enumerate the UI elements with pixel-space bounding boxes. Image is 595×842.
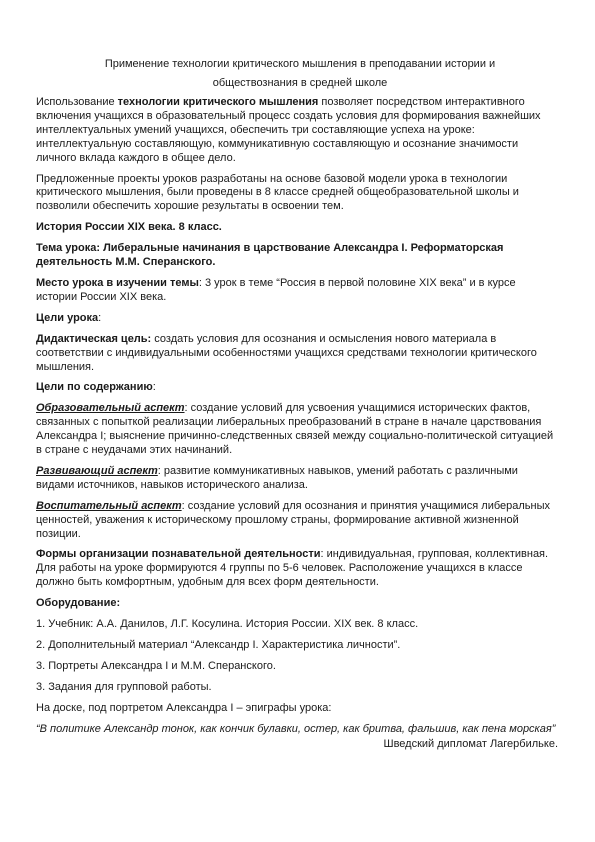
equipment-heading (36, 597, 558, 611)
projects-paragraph: Предложенные проекты уроков разработаны на основе базовой модели урока в технологии критического мышления, были проведены в 8 классе средней общеобразовательной школы и позволили обеспечить хорошие результаты в освоении тем. (36, 172, 519, 213)
activity-forms-label: Формы организации познавательной деятельности (36, 548, 321, 561)
activity-forms-text: : индивидуальная, групповая, коллективная. Для работы на уроке формируются 4 группы по 5-6 человек. Расположение учащихся в классе должно быть комфортным, удобным для всех форм деятельности. (36, 548, 549, 589)
document-title (70, 55, 530, 93)
intro-paragraph (36, 96, 558, 166)
intro-text: позволяет посредством интерактивного включения учащихся в образовательный процесс создать условия для формирования важнейших интеллектуальных умений учащихся, обеспечить три составляющие успеха на уроке: интеллектуальную составляющую, коммуникативную составляющую и осознание значимости личного вклада каждого в общее дело. (36, 96, 541, 164)
educational-text: : создание условий для усвоения учащимися исторических фактов, связанных с попыткой реализации либеральных преобразований в стране в начале царствования Александра I; выяснение причинно-следственных связей между социально-политической ситуацией в стране с неудачами этих начинаний. (36, 402, 554, 457)
epigraph-quote: “В политике Александр тонок, как кончик булавки, остер, как бритва, фальшив, как пена морская” (36, 722, 556, 735)
goals-suffix: : (98, 311, 102, 324)
course-heading-text: История России XIX века. 8 класс. (36, 221, 222, 234)
upbringing-text: : создание условий для осознания и принятия учащимися либеральных ценностей, уважения к историческому прошлому страны, формирование активной жизненной позиции. (36, 499, 550, 540)
developing-label: Развивающий аспект (36, 464, 158, 477)
course-heading (36, 221, 558, 235)
intro-bold-term: технологии критического мышления (117, 96, 319, 108)
goals-heading (36, 312, 558, 326)
educational-aspect (36, 402, 558, 458)
intro-prefix: Использование (36, 96, 118, 108)
equipment-item: 1. Учебник: А.А. Данилов, Л.Г. Косулина. История России. XIX век. 8 класс. (36, 618, 419, 631)
lesson-place-text: : 3 урок в теме “Россия в первой половине XIX века” и в курсе истории России XIX века. (36, 276, 516, 303)
content-goals-heading (36, 381, 558, 395)
upbringing-aspect (36, 500, 558, 542)
didactic-goal (36, 333, 558, 375)
activity-forms (36, 548, 558, 590)
content-goals-label: Цели по содержанию (36, 381, 153, 394)
document-body (36, 96, 558, 758)
equipment-item: 3. Задания для групповой работы. (36, 680, 212, 693)
lesson-topic-text: Тема урока: Либеральные начинания в царствование Александра I. Реформаторская деятельность М.М. Сперанского. (36, 242, 504, 269)
title-line-2: обществознания в средней школе (212, 77, 388, 89)
educational-label: Образовательный аспект (36, 402, 185, 415)
didactic-text: создать условия для осознания и осмысления нового материала в соответствии с индивидуальными особенностями учащихся средствами технологии критического мышления. (36, 332, 537, 373)
lesson-place-label: Место урока в изучении темы (36, 276, 199, 289)
quote-signature: Шведский дипломат Лагербильке. (383, 737, 558, 750)
lesson-place (36, 277, 558, 305)
didactic-label: Дидактическая цель: (36, 332, 152, 345)
upbringing-label: Воспитательный аспект (36, 499, 182, 512)
equipment-label: Оборудование: (36, 597, 121, 610)
content-goals-suffix: : (152, 381, 156, 394)
developing-text: : развитие коммуникативных навыков, умений работать с различными видами источников, навыков исторического анализа. (36, 464, 518, 491)
goals-label: Цели урока (36, 311, 99, 324)
epigraph-intro: На доске, под портретом Александра I – эпиграфы урока: (36, 701, 332, 714)
title-line-1: Применение технологии критического мышления в преподавании истории и (104, 58, 496, 70)
lesson-topic (36, 242, 558, 270)
equipment-item: 3. Портреты Александра I и М.М. Сперанского. (36, 659, 276, 672)
equipment-item: 2. Дополнительный материал “Александр I. Характеристика личности”. (36, 639, 401, 651)
developing-aspect (36, 465, 558, 493)
